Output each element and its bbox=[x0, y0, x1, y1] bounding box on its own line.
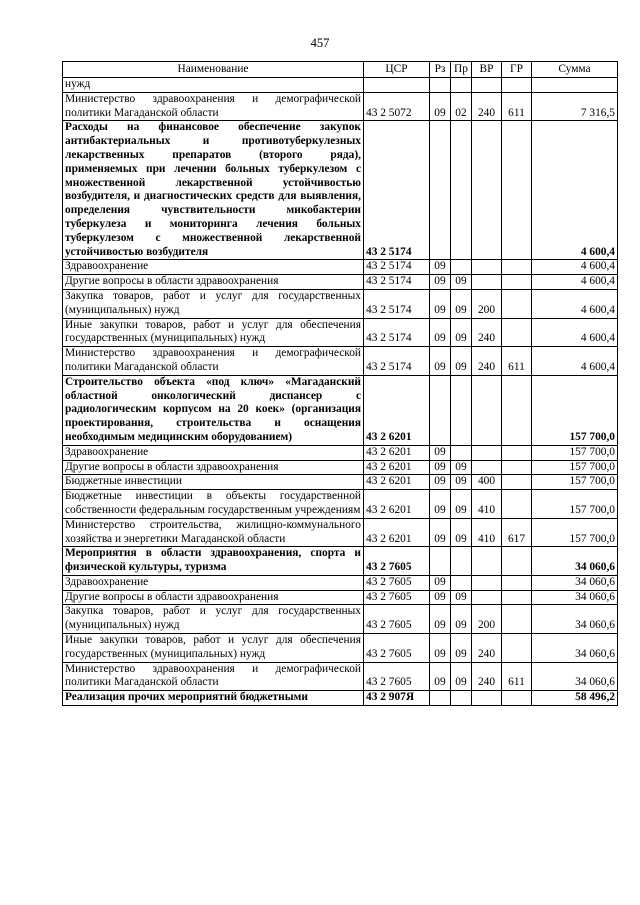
row-pr: 09 bbox=[451, 347, 472, 376]
row-vr: 410 bbox=[472, 518, 502, 547]
row-sum: 34 060,6 bbox=[532, 590, 618, 605]
row-rz: 09 bbox=[430, 662, 451, 691]
row-name: Министерство здравоохранения и демографической политики Магаданской области bbox=[63, 92, 364, 121]
table-row bbox=[63, 121, 618, 260]
row-name: Иные закупки товаров, работ и услуг для обеспечения государственных (муниципальных) нужд bbox=[63, 634, 364, 663]
row-sum: 157 700,0 bbox=[532, 490, 618, 519]
row-rz: 09 bbox=[430, 490, 451, 519]
row-vr bbox=[472, 575, 502, 590]
row-vr: 200 bbox=[472, 289, 502, 318]
row-sum: 7 316,5 bbox=[532, 92, 618, 121]
table-row bbox=[63, 78, 618, 93]
row-name: Министерство здравоохранения и демографической политики Магаданской области bbox=[63, 347, 364, 376]
row-gr bbox=[502, 590, 532, 605]
row-sum: 4 600,4 bbox=[532, 121, 618, 260]
header-rz: Рз bbox=[430, 62, 451, 78]
row-vr bbox=[472, 445, 502, 460]
row-csr: 43 2 5174 bbox=[364, 121, 430, 260]
table-row bbox=[63, 575, 618, 590]
row-rz: 09 bbox=[430, 475, 451, 490]
table-row bbox=[63, 547, 618, 576]
row-pr: 09 bbox=[451, 518, 472, 547]
table-row bbox=[63, 691, 618, 706]
table-row bbox=[63, 275, 618, 290]
row-pr: 09 bbox=[451, 634, 472, 663]
row-csr: 43 2 6201 bbox=[364, 518, 430, 547]
row-gr: 611 bbox=[502, 662, 532, 691]
row-sum: 34 060,6 bbox=[532, 662, 618, 691]
row-vr: 240 bbox=[472, 662, 502, 691]
row-name: Здравоохранение bbox=[63, 260, 364, 275]
header-name: Наименование bbox=[63, 62, 364, 78]
row-csr: 43 2 7605 bbox=[364, 634, 430, 663]
row-pr: 09 bbox=[451, 590, 472, 605]
row-gr bbox=[502, 78, 532, 93]
row-vr bbox=[472, 121, 502, 260]
row-vr: 240 bbox=[472, 318, 502, 347]
header-vr: ВР bbox=[472, 62, 502, 78]
row-csr: 43 2 5174 bbox=[364, 347, 430, 376]
row-gr bbox=[502, 475, 532, 490]
row-csr: 43 2 5174 bbox=[364, 275, 430, 290]
row-gr: 611 bbox=[502, 347, 532, 376]
row-sum: 157 700,0 bbox=[532, 475, 618, 490]
row-rz: 09 bbox=[430, 275, 451, 290]
row-csr: 43 2 7605 bbox=[364, 575, 430, 590]
row-sum: 4 600,4 bbox=[532, 347, 618, 376]
header-csr: ЦСР bbox=[364, 62, 430, 78]
row-rz bbox=[430, 547, 451, 576]
row-sum: 4 600,4 bbox=[532, 260, 618, 275]
row-pr: 09 bbox=[451, 275, 472, 290]
row-name: Иные закупки товаров, работ и услуг для обеспечения государственных (муниципальных) нужд bbox=[63, 318, 364, 347]
row-csr: 43 2 7605 bbox=[364, 590, 430, 605]
row-vr bbox=[472, 547, 502, 576]
row-name: Бюджетные инвестиции в объекты государственной собственности федеральным государственным учреждениям bbox=[63, 490, 364, 519]
row-name: Расходы на финансовое обеспечение закупок антибактериальных и противотуберкулезных лекарственных препаратов (второго ряда), применяемых при лечении больных туберкулезом с множественной лекарственной устойчивостью возбудителя, и диагностических средств для выявления, определения чувствительности микобактерии туберкулеза и мониторинга лечения больных туберкулезом с множественной лекарственной устойчивостью возбудителя bbox=[63, 121, 364, 260]
row-rz: 09 bbox=[430, 605, 451, 634]
table-row bbox=[63, 92, 618, 121]
row-gr bbox=[502, 318, 532, 347]
row-sum: 157 700,0 bbox=[532, 445, 618, 460]
table-row bbox=[63, 518, 618, 547]
row-rz: 09 bbox=[430, 92, 451, 121]
row-rz bbox=[430, 78, 451, 93]
row-sum: 4 600,4 bbox=[532, 275, 618, 290]
row-name: Строительство объекта «под ключ» «Магаданский областной онкологический диспансер с радиологическим корпусом на 20 коек» (организация проектирования, строительства и оснащения необходимым медицинским оборудованием) bbox=[63, 375, 364, 445]
table-row bbox=[63, 590, 618, 605]
row-rz: 09 bbox=[430, 347, 451, 376]
table-row bbox=[63, 347, 618, 376]
row-vr bbox=[472, 590, 502, 605]
table-row bbox=[63, 490, 618, 519]
row-rz: 09 bbox=[430, 460, 451, 475]
row-csr: 43 2 6201 bbox=[364, 460, 430, 475]
row-rz: 09 bbox=[430, 445, 451, 460]
row-name: Закупка товаров, работ и услуг для государственных (муниципальных) нужд bbox=[63, 289, 364, 318]
row-sum: 34 060,6 bbox=[532, 547, 618, 576]
row-pr: 09 bbox=[451, 490, 472, 519]
row-sum bbox=[532, 78, 618, 93]
row-pr bbox=[451, 121, 472, 260]
row-csr: 43 2 6201 bbox=[364, 490, 430, 519]
row-rz: 09 bbox=[430, 289, 451, 318]
row-gr: 617 bbox=[502, 518, 532, 547]
row-csr: 43 2 7605 bbox=[364, 662, 430, 691]
row-vr bbox=[472, 78, 502, 93]
row-csr: 43 2 5174 bbox=[364, 260, 430, 275]
table-row bbox=[63, 460, 618, 475]
row-gr bbox=[502, 445, 532, 460]
row-pr: 02 bbox=[451, 92, 472, 121]
row-gr bbox=[502, 121, 532, 260]
budget-table bbox=[62, 61, 618, 706]
row-vr: 410 bbox=[472, 490, 502, 519]
table-row bbox=[63, 475, 618, 490]
row-csr: 43 2 907Я bbox=[364, 691, 430, 706]
row-gr bbox=[502, 289, 532, 318]
row-csr: 43 2 5072 bbox=[364, 92, 430, 121]
row-pr bbox=[451, 375, 472, 445]
table-row bbox=[63, 605, 618, 634]
row-csr: 43 2 7605 bbox=[364, 547, 430, 576]
row-pr bbox=[451, 445, 472, 460]
row-csr: 43 2 5174 bbox=[364, 318, 430, 347]
row-sum: 157 700,0 bbox=[532, 375, 618, 445]
row-name: Здравоохранение bbox=[63, 575, 364, 590]
table-row bbox=[63, 318, 618, 347]
row-pr: 09 bbox=[451, 318, 472, 347]
row-name: Здравоохранение bbox=[63, 445, 364, 460]
row-pr bbox=[451, 575, 472, 590]
row-rz: 09 bbox=[430, 590, 451, 605]
row-csr: 43 2 7605 bbox=[364, 605, 430, 634]
row-pr: 09 bbox=[451, 460, 472, 475]
table-row bbox=[63, 662, 618, 691]
row-rz: 09 bbox=[430, 318, 451, 347]
row-vr: 200 bbox=[472, 605, 502, 634]
row-name: Министерство здравоохранения и демографической политики Магаданской области bbox=[63, 662, 364, 691]
row-sum: 58 496,2 bbox=[532, 691, 618, 706]
row-rz: 09 bbox=[430, 260, 451, 275]
row-name: Министерство строительства, жилищно-коммунального хозяйства и энергетики Магаданской области bbox=[63, 518, 364, 547]
row-pr: 09 bbox=[451, 605, 472, 634]
table-row bbox=[63, 375, 618, 445]
row-sum: 34 060,6 bbox=[532, 634, 618, 663]
row-gr: 611 bbox=[502, 92, 532, 121]
row-gr bbox=[502, 575, 532, 590]
row-sum: 34 060,6 bbox=[532, 605, 618, 634]
row-rz: 09 bbox=[430, 575, 451, 590]
row-sum: 157 700,0 bbox=[532, 518, 618, 547]
row-rz bbox=[430, 121, 451, 260]
row-vr: 240 bbox=[472, 92, 502, 121]
row-name: Мероприятия в области здравоохранения, спорта и физической культуры, туризма bbox=[63, 547, 364, 576]
row-name: Другие вопросы в области здравоохранения bbox=[63, 275, 364, 290]
row-pr bbox=[451, 260, 472, 275]
table-row bbox=[63, 260, 618, 275]
row-name: Бюджетные инвестиции bbox=[63, 475, 364, 490]
row-name: Закупка товаров, работ и услуг для государственных (муниципальных) нужд bbox=[63, 605, 364, 634]
header-pr: Пр bbox=[451, 62, 472, 78]
table-header-row bbox=[63, 62, 618, 78]
row-sum: 34 060,6 bbox=[532, 575, 618, 590]
row-pr bbox=[451, 78, 472, 93]
row-name: нужд bbox=[63, 78, 364, 93]
table-body bbox=[63, 78, 618, 706]
row-vr bbox=[472, 691, 502, 706]
row-pr: 09 bbox=[451, 662, 472, 691]
row-csr: 43 2 6201 bbox=[364, 445, 430, 460]
row-sum: 157 700,0 bbox=[532, 460, 618, 475]
row-rz: 09 bbox=[430, 518, 451, 547]
table-row bbox=[63, 634, 618, 663]
row-gr bbox=[502, 460, 532, 475]
row-vr: 240 bbox=[472, 347, 502, 376]
row-vr bbox=[472, 375, 502, 445]
row-csr: 43 2 5174 bbox=[364, 289, 430, 318]
table-row bbox=[63, 289, 618, 318]
row-gr bbox=[502, 634, 532, 663]
page-number: 457 bbox=[310, 36, 330, 50]
row-rz bbox=[430, 375, 451, 445]
row-name: Другие вопросы в области здравоохранения bbox=[63, 590, 364, 605]
row-vr bbox=[472, 260, 502, 275]
row-gr bbox=[502, 547, 532, 576]
row-csr: 43 2 6201 bbox=[364, 475, 430, 490]
row-sum: 4 600,4 bbox=[532, 318, 618, 347]
row-name: Реализация прочих мероприятий бюджетными bbox=[63, 691, 364, 706]
row-name: Другие вопросы в области здравоохранения bbox=[63, 460, 364, 475]
row-rz bbox=[430, 691, 451, 706]
row-vr bbox=[472, 460, 502, 475]
row-csr: 43 2 6201 bbox=[364, 375, 430, 445]
row-vr bbox=[472, 275, 502, 290]
table-row bbox=[63, 445, 618, 460]
row-rz: 09 bbox=[430, 634, 451, 663]
row-gr bbox=[502, 375, 532, 445]
row-vr: 240 bbox=[472, 634, 502, 663]
row-pr bbox=[451, 547, 472, 576]
header-sum: Сумма bbox=[532, 62, 618, 78]
row-gr bbox=[502, 490, 532, 519]
row-gr bbox=[502, 691, 532, 706]
row-gr bbox=[502, 275, 532, 290]
row-vr: 400 bbox=[472, 475, 502, 490]
row-pr: 09 bbox=[451, 289, 472, 318]
row-gr bbox=[502, 260, 532, 275]
row-csr bbox=[364, 78, 430, 93]
header-gr: ГР bbox=[502, 62, 532, 78]
row-gr bbox=[502, 605, 532, 634]
row-sum: 4 600,4 bbox=[532, 289, 618, 318]
row-pr bbox=[451, 691, 472, 706]
row-pr: 09 bbox=[451, 475, 472, 490]
